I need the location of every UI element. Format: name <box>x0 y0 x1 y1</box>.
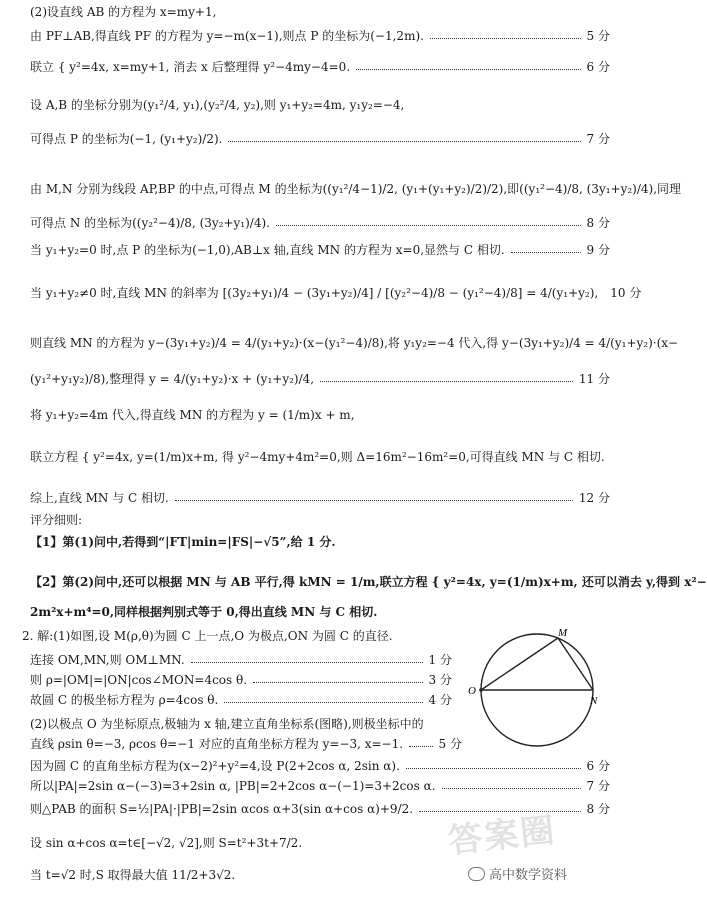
q22-line-9: 则△PAB 的面积 S=½|PA|·|PB|=2sin αcos α+3(sin α+cos α)+9/2. 8 分 <box>30 802 610 816</box>
solution-line-2: 由 PF⊥AB,得直线 PF 的方程为 y=−m(x−1),则点 P 的坐标为(−1,2m). 5 分 <box>30 29 610 43</box>
solution-line-3: 联立 { y²=4x, x=my+1, 消去 x 后整理得 y²−4my−4=0. 6 分 <box>30 60 610 74</box>
grading-title: 评分细则: <box>30 513 83 527</box>
solution-line-7: 可得点 N 的坐标为((y₂²−4)/8, (3y₂+y₁)/4). 8 分 <box>30 216 610 230</box>
q22-line-11: 当 t=√2 时,S 取得最大值 11/2+3√2. <box>30 868 236 882</box>
q22-line-8: 所以|PA|=2sin α−(−3)=3+2sin α, |PB|=2+2cos α−(−1)=3+2cos α. 7 分 <box>30 779 610 793</box>
q22-line-4: 故圆 C 的极坐标方程为 ρ=4cos θ. 4 分 <box>30 693 452 707</box>
q22-line-3: 则 ρ=|OM|=|ON|cos∠MON=4cos θ. 3 分 <box>30 673 452 687</box>
grading-note-1: 【1】第(1)问中,若得到“|FT|min=|FS|−√5”,给 1 分. <box>30 535 336 549</box>
q22-line-2: 连接 OM,MN,则 OM⊥MN. 1 分 <box>30 653 452 667</box>
solution-line-10: 则直线 MN 的方程为 y−(3y₁+y₂)/4 = 4/(y₁+y₂)·(x−(y₁²−4)/8),将 y₁y₂=−4 代入,得 y−(3y₁+y₂)/4 = 4/(y₁+y₂)·(x− <box>30 336 679 350</box>
solution-line-11: (y₁²+y₁y₂)/8),整理得 y = 4/(y₁+y₂)·x + (y₁+y₂)/4, 11 分 <box>30 372 610 386</box>
watermark-logo: 答案圈 <box>446 810 559 862</box>
label-o: O <box>468 685 476 697</box>
solution-line-14: 综上,直线 MN 与 C 相切. 12 分 <box>30 491 610 505</box>
solution-line-9: 当 y₁+y₂≠0 时,直线 MN 的斜率为 [(3y₂+y₁)/4 − (3y₁+y₂)/4] / [(y₂²−4)/8 − (y₁²−4)/8] = 4/(y₁+y₂), 10 分 <box>30 286 642 300</box>
solution-line-12: 将 y₁+y₂=4m 代入,得直线 MN 的方程为 y = (1/m)x + m, <box>30 408 355 422</box>
q22-line-6: 直线 ρsin θ=−3, ρcos θ=−1 对应的直角坐标方程为 y=−3, x=−1. 5 分 <box>30 737 462 751</box>
q22-line-1: 2. 解:(1)如图,设 M(ρ,θ)为圆 C 上一点,O 为极点,ON 为圆 C 的直径. <box>22 629 393 643</box>
label-m: M <box>558 627 568 639</box>
q22-line-5: (2)以极点 O 为坐标原点,极轴为 x 轴,建立直角坐标系(图略),则极坐标中的 <box>30 717 424 731</box>
solution-line-5: 可得点 P 的坐标为(−1, (y₁+y₂)/2). 7 分 <box>30 132 610 146</box>
watermark-text: 高中数学资料 <box>489 868 568 883</box>
circle-diagram <box>462 628 612 768</box>
solution-line-1: (2)设直线 AB 的方程为 x=my+1, <box>30 5 217 19</box>
solution-line-4: 设 A,B 的坐标分别为(y₁²/4, y₁),(y₂²/4, y₂),则 y₁+y₂=4m, y₁y₂=−4, <box>30 98 405 112</box>
solution-line-8: 当 y₁+y₂=0 时,点 P 的坐标为(−1,0),AB⊥x 轴,直线 MN 的方程为 x=0,显然与 C 相切. 9 分 <box>30 243 610 257</box>
grading-note-3: 2m²x+m⁴=0,同样根据判别式等于 0,得出直线 MN 与 C 相切. <box>30 605 378 619</box>
q22-line-10: 设 sin α+cos α=t∈[−√2, √2],则 S=t²+3t+7/2. <box>30 836 303 850</box>
label-n: N <box>590 695 598 707</box>
solution-line-6: 由 M,N 分别为线段 AP,BP 的中点,可得点 M 的坐标为((y₁²/4−1)/2, (y₁+(y₁+y₂)/2)/2),即((y₁²−4)/8, (3y₁+y₂)/4),同理 <box>30 182 682 196</box>
wechat-icon <box>468 867 485 881</box>
watermark-caption <box>468 864 567 883</box>
grading-note-2: 【2】第(2)问中,还可以根据 MN 与 AB 平行,得 kMN = 1/m,联立方程 { y²=4x, y=(1/m)x+m, 还可以消去 y,得到 x²− <box>30 575 707 589</box>
q22-line-7: 因为圆 C 的直角坐标方程为(x−2)²+y²=4,设 P(2+2cos α, 2sin α). 6 分 <box>30 759 610 773</box>
solution-line-13: 联立方程 { y²=4x, y=(1/m)x+m, 得 y²−4my+4m²=0,则 Δ=16m²−16m²=0,可得直线 MN 与 C 相切. <box>30 450 605 464</box>
